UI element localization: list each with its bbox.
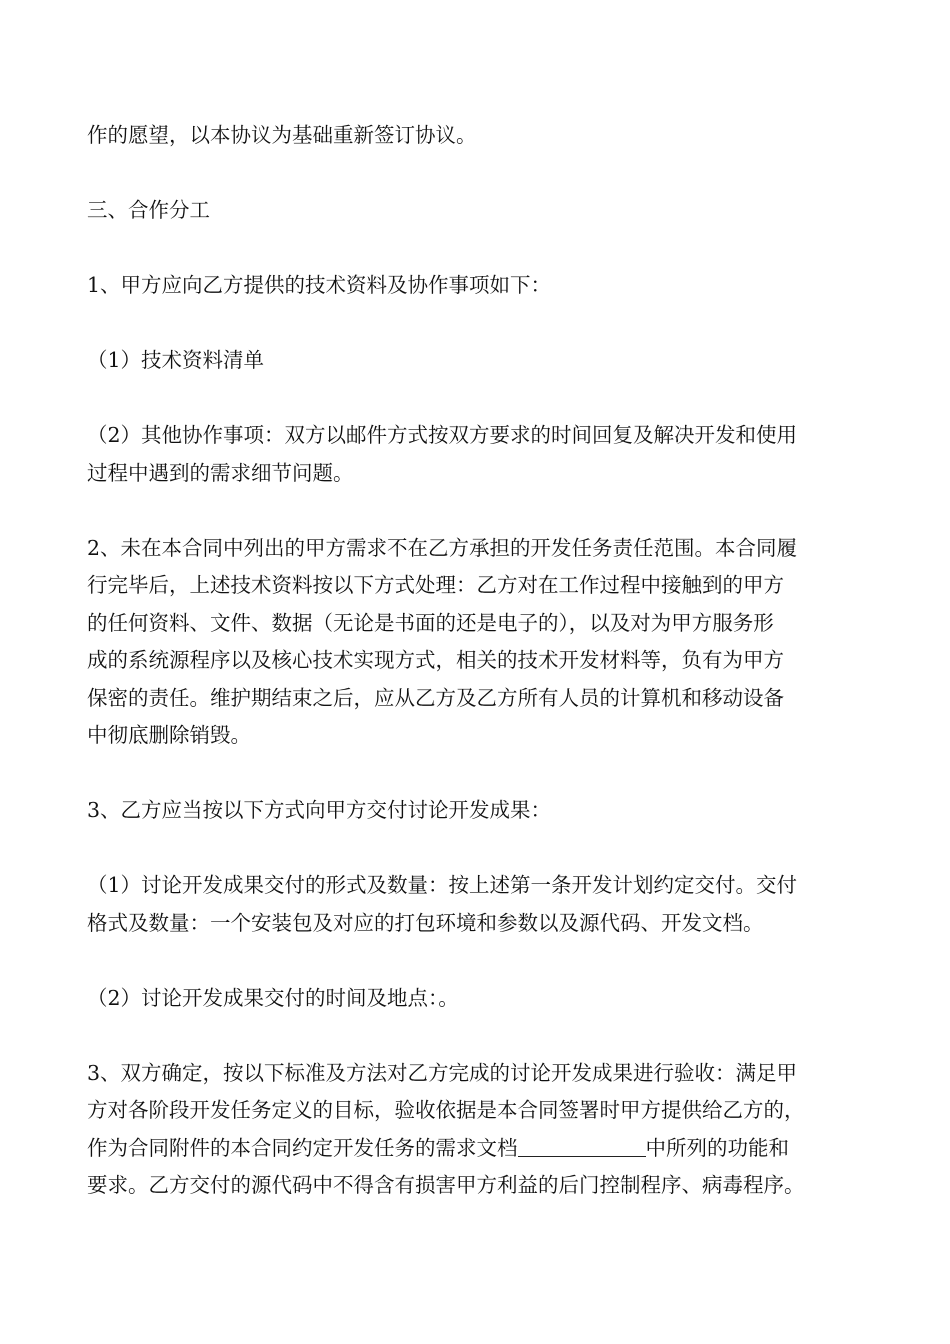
text-line: 1、甲方应向乙方提供的技术资料及协作事项如下： [87, 273, 552, 297]
text-line: 2、未在本合同中列出的甲方需求不在乙方承担的开发任务责任范围。本合同履 [87, 535, 798, 560]
clause-1 [87, 267, 877, 305]
clause-3-item-2 [87, 980, 877, 1018]
clause-3 [87, 792, 877, 830]
text-line: 作的愿望，以本协议为基础重新签订协议。 [87, 123, 477, 147]
text-line: 过程中遇到的需求细节问题。 [87, 460, 354, 485]
text-line: （1）技术资料清单 [87, 348, 265, 372]
text-line: 3、乙方应当按以下方式向甲方交付讨论开发成果： [87, 798, 552, 822]
text-line: （2）讨论开发成果交付的时间及地点：。 [87, 985, 459, 1010]
clause-acceptance [87, 1055, 877, 1205]
text-line: 保密的责任。维护期结束之后，应从乙方及乙方所有人员的计算机和移动设备 [87, 685, 784, 710]
clause-3-item-1 [87, 867, 877, 942]
document-page [87, 117, 877, 1205]
section-heading [87, 192, 877, 230]
paragraph-continuation [87, 117, 877, 155]
text-line: 三、合作分工 [87, 198, 210, 222]
text-line: 中彻底删除销毁。 [87, 723, 251, 747]
text-line: 成的系统源程序以及核心技术实现方式，相关的技术开发材料等，负有为甲方 [87, 648, 784, 672]
text-line: 的任何资料、文件、数据（无论是书面的还是电子的），以及对为甲方服务形 [87, 610, 774, 635]
fill-in-blank [518, 1136, 646, 1157]
text-segment: 中所列的功能和 [645, 1135, 789, 1160]
clause-1-item-2 [87, 417, 877, 492]
text-segment: 作为合同附件的本合同约定开发任务的需求文档 [87, 1135, 518, 1160]
text-line: 3、双方确定，按以下标准及方法对乙方完成的讨论开发成果进行验收：满足甲 [87, 1060, 798, 1085]
text-line: 行完毕后，上述技术资料按以下方式处理：乙方对在工作过程中接触到的甲方 [87, 573, 784, 597]
clause-1-item-1 [87, 342, 877, 380]
text-line: 格式及数量：一个安装包及对应的打包环境和参数以及源代码、开发文档。 [87, 910, 764, 935]
text-line-with-blank [87, 1130, 877, 1168]
text-line: （2）其他协作事项：双方以邮件方式按双方要求的时间回复及解决开发和使用 [87, 423, 798, 447]
text-line: 要求。乙方交付的源代码中不得含有损害甲方利益的后门控制程序、病毒程序。 [87, 1173, 805, 1197]
text-line: 方对各阶段开发任务定义的目标，验收依据是本合同签署时甲方提供给乙方的， [87, 1098, 805, 1122]
clause-2 [87, 530, 877, 755]
text-line: （1）讨论开发成果交付的形式及数量：按上述第一条开发计划约定交付。交付 [87, 873, 798, 897]
